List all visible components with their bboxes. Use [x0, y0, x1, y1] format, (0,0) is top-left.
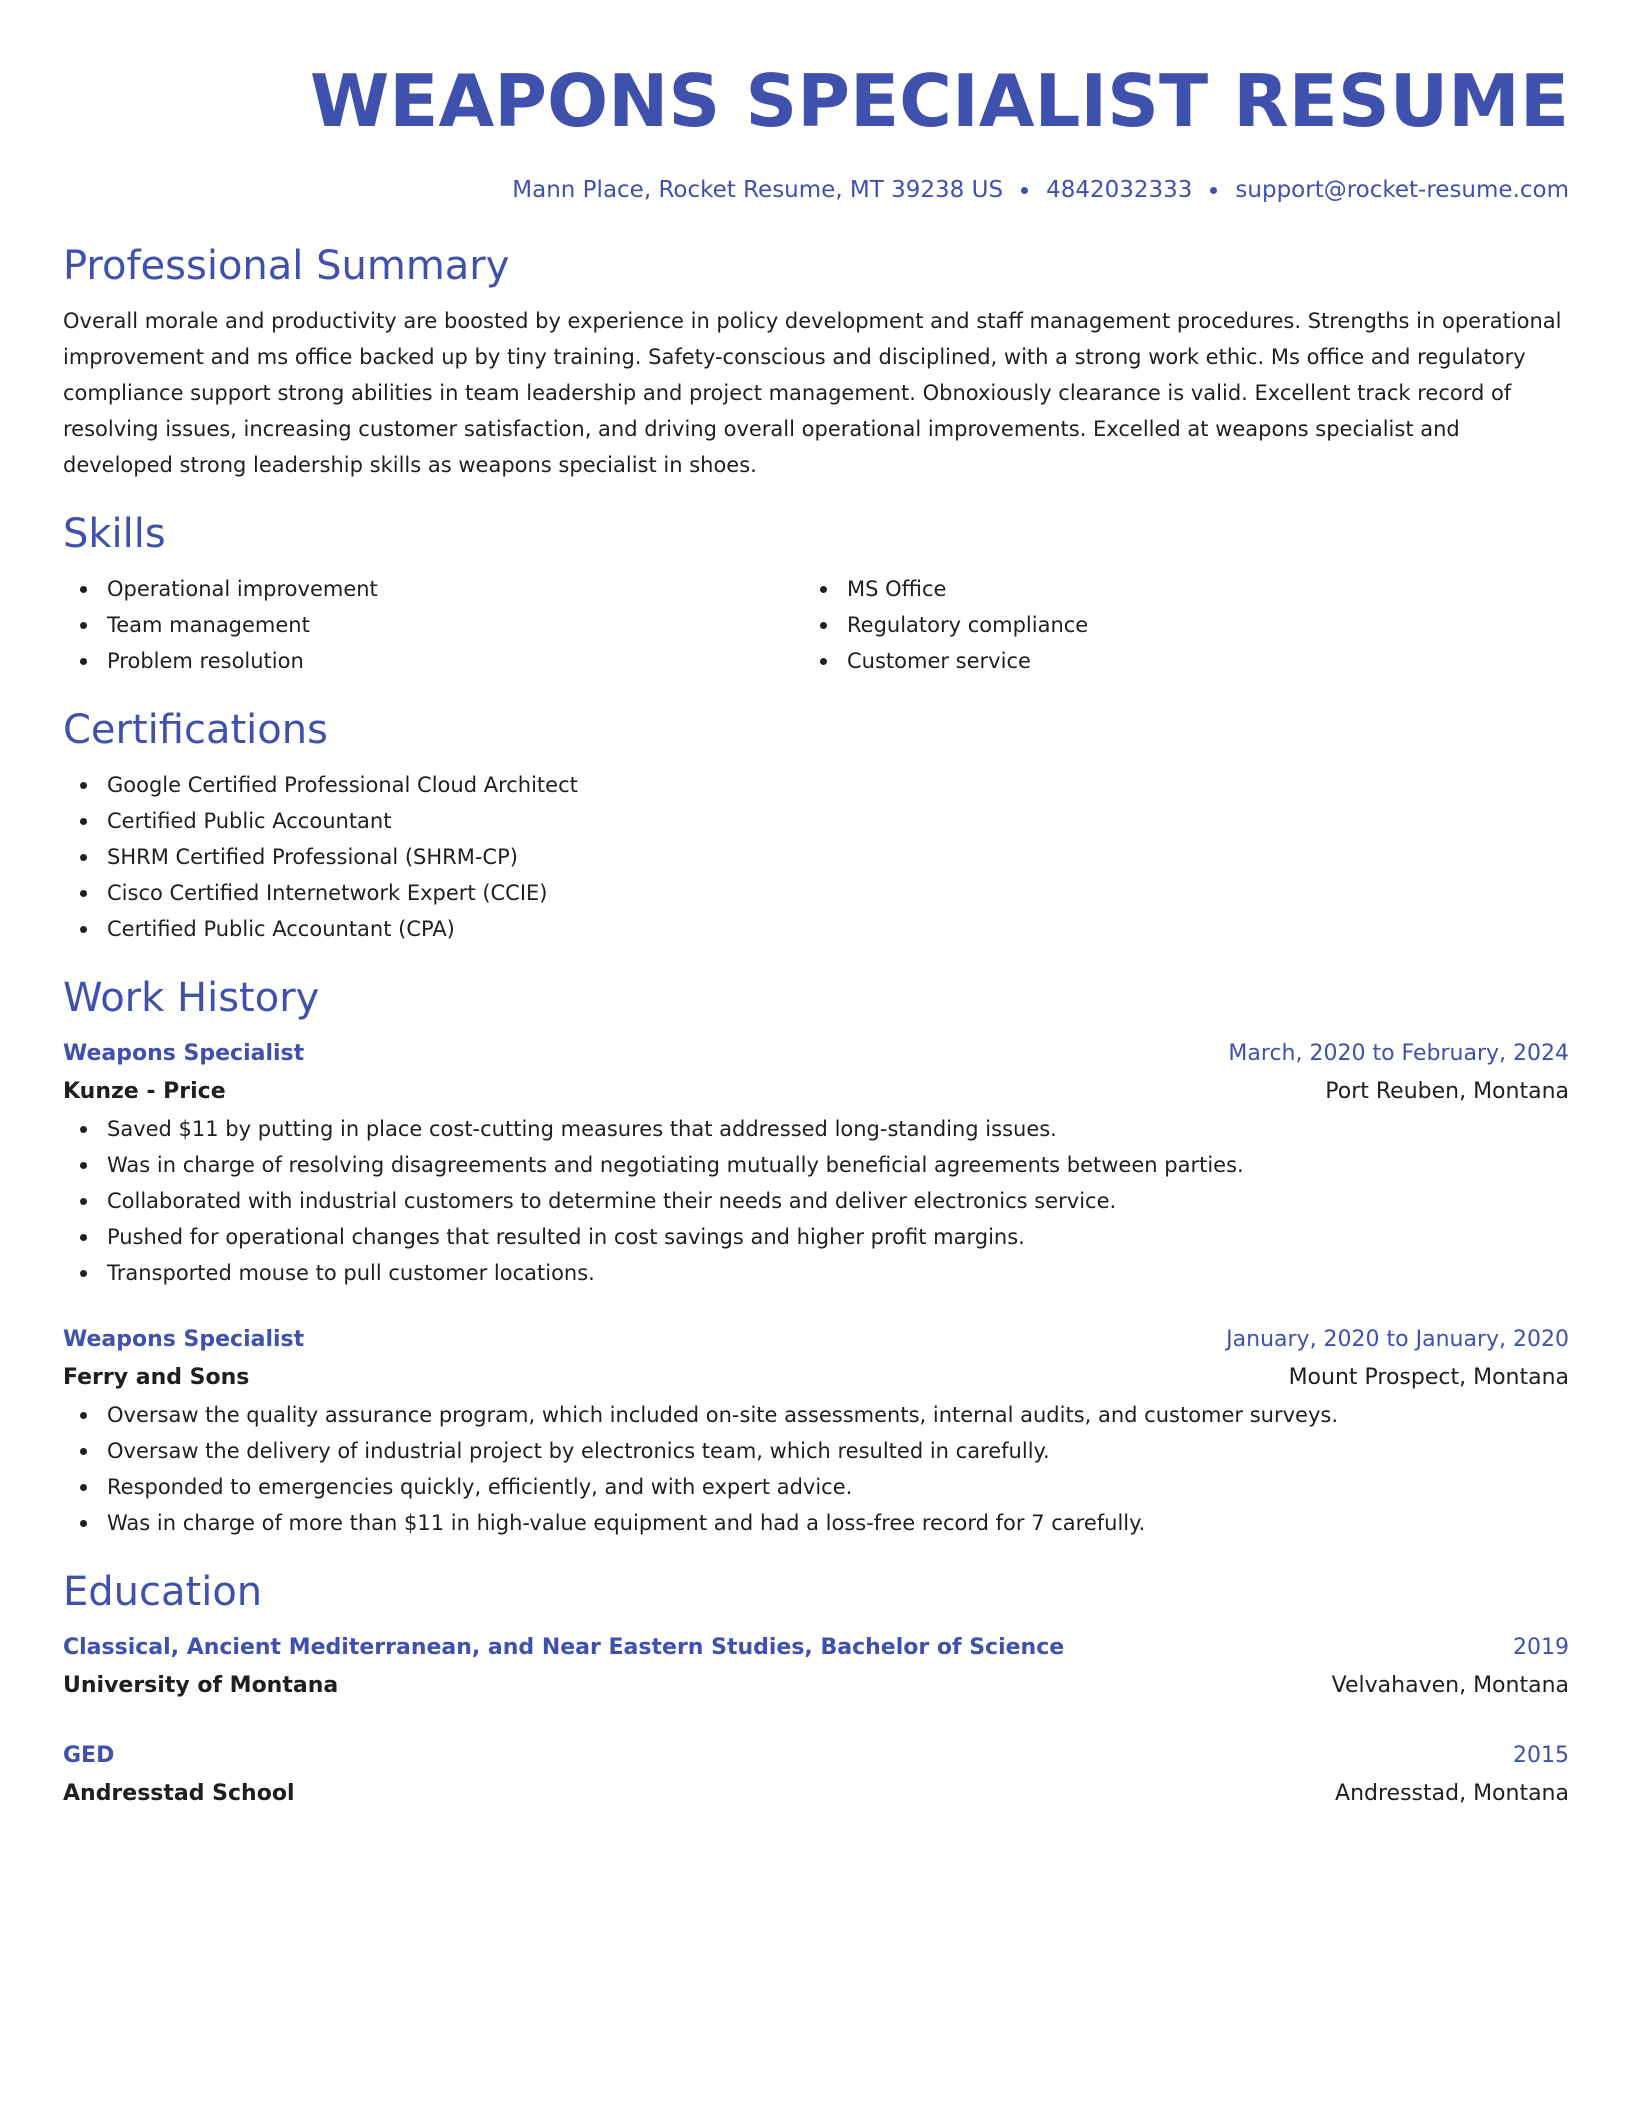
job-title-row: [63, 1321, 1569, 1359]
education-section: [63, 1567, 1569, 1813]
education-degree-row: [63, 1737, 1569, 1775]
job-location: Port Reuben, Montana: [1325, 1079, 1569, 1104]
resume-title: WEAPONS SPECIALIST RESUME: [309, 59, 1569, 143]
job-title: Weapons Specialist: [63, 1327, 305, 1352]
contact-email: support@rocket-resume.com: [1235, 177, 1569, 203]
job-entry: [63, 1035, 1569, 1291]
education-year: 2019: [1513, 1635, 1569, 1660]
education-location: Velvahaven, Montana: [1331, 1673, 1569, 1698]
job-company: Kunze - Price: [63, 1079, 226, 1104]
job-bullet: Collaborated with industrial customers to determine their needs and deliver electronics service.: [63, 1183, 1569, 1219]
education-school-row: [63, 1667, 1569, 1705]
job-location: Mount Prospect, Montana: [1288, 1365, 1569, 1390]
certifications-list: [63, 767, 1569, 947]
separator-dot: [1021, 187, 1028, 194]
contact-address: Mann Place, Rocket Resume, MT 39238 US: [512, 177, 1004, 203]
contact-line: [63, 175, 1569, 205]
job-bullet: Was in charge of resolving disagreements and negotiating mutually beneficial agreements between parties.: [63, 1147, 1569, 1183]
skill-item: Regulatory compliance: [803, 607, 1543, 643]
education-degree: Classical, Ancient Mediterranean, and Near Eastern Studies, Bachelor of Science: [63, 1635, 1065, 1660]
summary-heading: Professional Summary: [63, 243, 510, 289]
education-heading: Education: [63, 1569, 263, 1615]
skill-item: Team management: [63, 607, 803, 643]
certifications-section: [63, 705, 1569, 947]
skills-list-right: [803, 571, 1543, 679]
contact-phone: 4842032333: [1046, 177, 1193, 203]
skill-item: Operational improvement: [63, 571, 803, 607]
job-company-row: [63, 1073, 1569, 1111]
job-bullet: Saved $11 by putting in place cost-cutting measures that addressed long-standing issues.: [63, 1111, 1569, 1147]
certifications-heading: Certifications: [63, 707, 328, 753]
job-entry: [63, 1321, 1569, 1541]
certification-item: Google Certified Professional Cloud Architect: [63, 767, 1569, 803]
job-title-row: [63, 1035, 1569, 1073]
skill-item: MS Office: [803, 571, 1543, 607]
certification-item: Cisco Certified Internetwork Expert (CCIE): [63, 875, 1569, 911]
education-school: Andresstad School: [63, 1781, 295, 1806]
work-heading: Work History: [63, 975, 320, 1021]
skills-grid: [63, 571, 1569, 679]
work-section: [63, 973, 1569, 1541]
job-dates: March, 2020 to February, 2024: [1228, 1041, 1569, 1066]
job-bullet: Transported mouse to pull customer locations.: [63, 1255, 1569, 1291]
job-bullet: Was in charge of more than $11 in high-value equipment and had a loss-free record for 7 carefully.: [63, 1505, 1569, 1541]
certification-item: Certified Public Accountant (CPA): [63, 911, 1569, 947]
job-dates: January, 2020 to January, 2020: [1226, 1327, 1569, 1352]
job-bullet: Pushed for operational changes that resulted in cost savings and higher profit margins.: [63, 1219, 1569, 1255]
job-bullets: [63, 1111, 1569, 1291]
job-bullet: Oversaw the delivery of industrial project by electronics team, which resulted in carefully.: [63, 1433, 1569, 1469]
education-year: 2015: [1513, 1743, 1569, 1768]
separator-dot: [1210, 187, 1217, 194]
job-bullet: Responded to emergencies quickly, efficiently, and with expert advice.: [63, 1469, 1569, 1505]
summary-section: [63, 241, 1569, 483]
education-degree-row: [63, 1629, 1569, 1667]
skill-item: Customer service: [803, 643, 1543, 679]
education-entry: [63, 1629, 1569, 1705]
job-company-row: [63, 1359, 1569, 1397]
skills-list-left: [63, 571, 803, 679]
job-title: Weapons Specialist: [63, 1041, 305, 1066]
skills-section: [63, 509, 1569, 679]
education-location: Andresstad, Montana: [1335, 1781, 1569, 1806]
summary-text: Overall morale and productivity are boosted by experience in policy development and staff management procedures. Strengths in operational improvement and ms office backed up by tiny training. Safety-conscious and disciplined, with a strong work ethic. Ms office and regulatory compliance support strong abilities in team leadership and project management. Obnoxiously clearance is valid. Excellent track record of resolving issues, increasing customer satisfaction, and driving overall operational improvements. Excelled at weapons specialist and developed strong leadership skills as weapons specialist in shoes.: [63, 309, 1562, 477]
job-bullet: Oversaw the quality assurance program, which included on-site assessments, internal audits, and customer surveys.: [63, 1397, 1569, 1433]
education-school-row: [63, 1775, 1569, 1813]
education-school: University of Montana: [63, 1673, 339, 1698]
job-company: Ferry and Sons: [63, 1365, 250, 1390]
certification-item: Certified Public Accountant: [63, 803, 1569, 839]
skill-item: Problem resolution: [63, 643, 803, 679]
certification-item: SHRM Certified Professional (SHRM-CP): [63, 839, 1569, 875]
skills-heading: Skills: [63, 511, 166, 557]
education-degree: GED: [63, 1743, 115, 1768]
job-bullets: [63, 1397, 1569, 1541]
education-entry: [63, 1737, 1569, 1813]
